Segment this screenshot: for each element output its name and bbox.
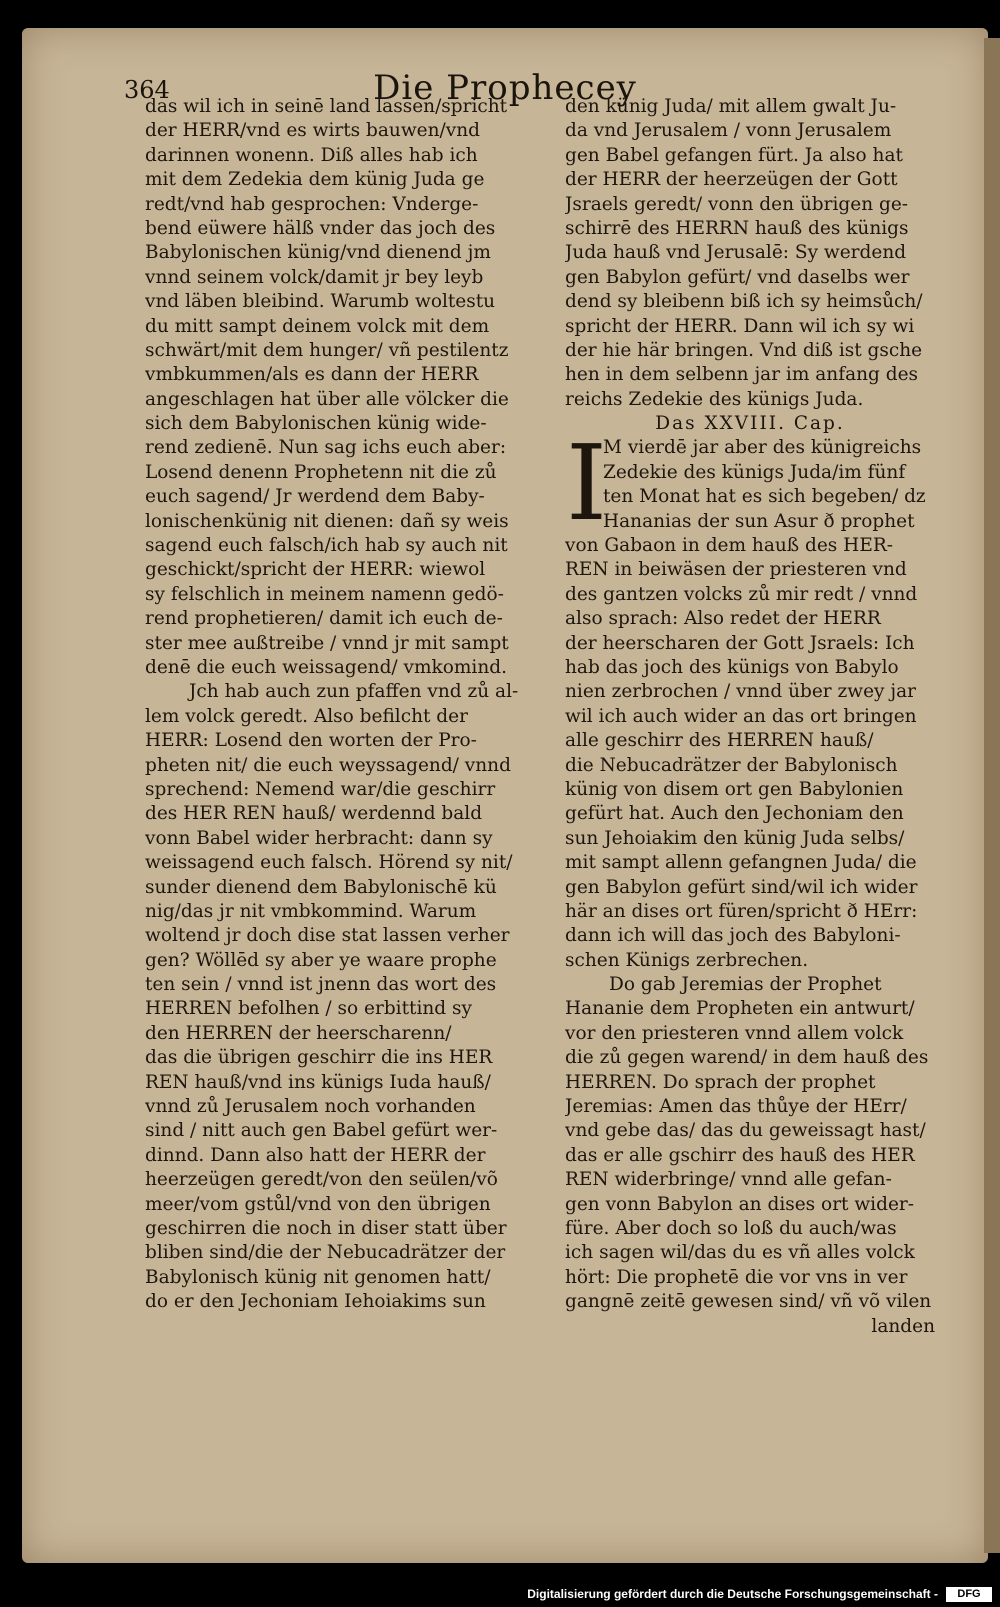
text-line: geschirren die noch in diser statt über (145, 1217, 507, 1239)
text-line: REN in beiwäsen der priesteren vnd (565, 559, 907, 581)
text-line: Juda hauß vnd Jerusalē: Sy werdend (565, 242, 907, 264)
drop-cap: I (566, 422, 608, 544)
text-line: gefürt hat. Auch den Jechoniam den (565, 803, 904, 825)
page-number: 364 (124, 76, 170, 104)
text-line: här an dises ort füren/spricht ð HErr: (565, 900, 918, 922)
text-line: gangnē zeitē gewesen sind/ vñ võ vilen (565, 1291, 932, 1313)
text-line: dend sy bleibenn biß ich sy heimsůch/ (565, 291, 923, 313)
text-line: vnd gebe das/ das du geweissagt hast/ (565, 1120, 926, 1142)
footer-bar (0, 1577, 1000, 1607)
text-line: hört: Die prophetē die vor vns in ver (565, 1266, 908, 1288)
text-line: schwärt/mit dem hunger/ vñ pestilentz (145, 339, 509, 361)
right-column (565, 95, 935, 1339)
text-line: das die übrigen geschirr die ins HER (145, 1047, 493, 1069)
text-line: du mitt sampt deinem volck mit dem (145, 315, 490, 337)
text-line: darinnen wonenn. Diß alles hab ich (145, 144, 478, 166)
text-line: der HERR der heerzeügen der Gott (565, 169, 898, 191)
text-line: redt/vnd hab gesprochen: Vnderge- (145, 193, 479, 215)
text-line: die Nebucadrätzer der Babylonisch (565, 754, 898, 776)
text-line: gen Babylon gefürt sind/wil ich wider (565, 876, 918, 898)
text-line: ich sagen wil/das du es vñ alles volck (565, 1242, 915, 1264)
text-line: dinnd. Dann also hatt der HERR der (145, 1144, 486, 1166)
text-line: der HERR/vnd es wirts bauwen/vnd (145, 120, 480, 142)
digitization-credit: Digitalisierung gefördert durch die Deutsche Forschungsgemeinschaft - (527, 1587, 938, 1601)
text-line: meer/vom gstůl/vnd von den übrigen (145, 1193, 491, 1215)
text-line: rend zedienē. Nun sag ichs euch aber: (145, 437, 507, 459)
text-line: spricht der HERR. Dann wil ich sy wi (565, 315, 915, 337)
text-line: sunder dienend dem Babylonischē kü (145, 876, 497, 898)
running-title: Die Prophecey (373, 68, 637, 108)
text-line: reichs Zedekie des künigs Juda. (565, 388, 864, 410)
text-line: bend eüwere hälß vnder das joch des (145, 217, 496, 239)
text-line: sun Jehoiakim den künig Juda selbs/ (565, 827, 905, 849)
text-line: Babylonisch künig nit genomen hatt/ (145, 1266, 491, 1288)
text-line: Jsraels geredt/ vonn den übrigen ge- (565, 193, 909, 215)
text-line: REN widerbringe/ vnnd alle gefan- (565, 1169, 892, 1191)
text-line: füre. Aber doch so loß du auch/was (565, 1217, 897, 1239)
text-line: geschickt/spricht der HERR: wiewol (145, 559, 486, 581)
text-line: ten Monat hat es sich begeben/ dz (603, 486, 926, 508)
text-line: da vnd Jerusalem / vonn Jerusalem (565, 120, 892, 142)
text-line: Hananie dem Propheten ein antwurt/ (565, 998, 915, 1020)
text-line: das wil ich in seinē land lassen/spricht (145, 96, 508, 117)
text-line: Hananias der sun Asur ð prophet (603, 510, 915, 532)
text-line: schen Künigs zerbrechen. (565, 949, 809, 971)
text-line: woltend jr doch dise stat lassen verher (145, 925, 510, 947)
text-line: HERREN befolhen / so erbittind sy (145, 998, 472, 1020)
text-line: den künig Juda/ mit allem gwalt Ju- (565, 96, 897, 117)
text-line: der hie här bringen. Vnd diß ist gsche (565, 339, 923, 361)
text-line: angeschlagen hat über alle völcker die (145, 388, 509, 410)
text-line: HERREN. Do sprach der prophet (565, 1071, 876, 1093)
text-line: Jch hab auch zun pfaffen vnd zů al- (189, 681, 519, 703)
text-line: bliben sind/die der Nebucadrätzer der (145, 1242, 506, 1264)
text-line: vnnd zů Jerusalem noch vorhanden (145, 1096, 476, 1118)
text-line: schirrē des HERRN hauß des künigs (565, 217, 909, 239)
text-line: das er alle gschirr des hauß des HER (565, 1144, 915, 1166)
text-line: rend prophetieren/ damit ich euch de- (145, 608, 503, 630)
text-line: ster mee außtreibe / vnnd jr mit sampt (145, 632, 509, 654)
text-line: weissagend euch falsch. Hörend sy nit/ (145, 852, 513, 874)
text-line: vmbkummen/als es dann der HERR (145, 364, 479, 386)
text-line: gen Babylon gefürt/ vnd daselbs wer (565, 266, 910, 288)
text-line: pheten nit/ die euch weyssagend/ vnnd (145, 754, 511, 776)
text-line: HERR: Losend den worten der Pro- (145, 730, 477, 752)
text-line: denē die euch weissagend/ vmkomind. (145, 656, 507, 678)
text-line: sind / nitt auch gen Babel gefürt wer- (145, 1120, 498, 1142)
text-line: M vierdē jar aber des künigreichs (603, 437, 922, 459)
text-line: nig/das jr nit vmbkommind. Warum (145, 900, 477, 922)
chapter-heading: Das XXVIII. Cap. (655, 413, 845, 435)
text-line: vnnd seinem volck/damit jr bey leyb (145, 266, 484, 288)
text-line: Zedekie des künigs Juda/im fünf (603, 461, 906, 483)
text-line: do er den Jechoniam Iehoiakims sun (145, 1291, 486, 1313)
text-line: euch sagend/ Jr werdend dem Baby- (145, 486, 485, 508)
page-edge (984, 38, 1000, 1553)
text-line: Losend denenn Prophetenn nit die zů (145, 461, 497, 483)
text-line: des gantzen volcks zů mir redt / vnnd (565, 583, 918, 605)
text-line: sagend euch falsch/ich hab sy auch nit (145, 535, 508, 557)
text-line: die zů gegen warend/ in dem hauß des (565, 1047, 929, 1069)
text-line: Babylonischen künig/vnd dienend jm (145, 242, 491, 264)
text-line: hen in dem selbenn jar im anfang des (565, 364, 919, 386)
text-line: lonischenkünig nit dienen: dañ sy weis (145, 510, 509, 532)
text-line: vonn Babel wider herbracht: dann sy (145, 827, 493, 849)
text-line: REN hauß/vnd ins künigs Iuda hauß/ (145, 1071, 491, 1093)
text-line: also sprach: Also redet der HERR (565, 608, 881, 630)
text-line: der heerscharen der Gott Jsraels: Ich (565, 632, 915, 654)
catchword: landen (871, 1315, 935, 1337)
text-line: des HER REN hauß/ werdennd bald (145, 803, 483, 825)
left-column (145, 95, 540, 1315)
text-line: dann ich will das joch des Babyloni- (565, 925, 901, 947)
dfg-logo: DFG (946, 1587, 992, 1602)
text-line: vnd läben bleibind. Warumb woltestu (145, 291, 496, 313)
text-line: sich dem Babylonischen künig wide- (145, 413, 487, 435)
text-line: sprechend: Nemend war/die geschirr (145, 778, 496, 800)
text-line: künig von disem ort gen Babylonien (565, 778, 904, 800)
text-line: wil ich auch wider an das ort bringen (565, 705, 917, 727)
text-line: den HERREN der heerscharenn/ (145, 1022, 452, 1044)
text-line: mit sampt allenn gefangnen Juda/ die (565, 852, 917, 874)
text-line: hab das joch des künigs von Babylo (565, 656, 899, 678)
text-line: lem volck geredt. Also befilcht der (145, 705, 468, 727)
text-line: Do gab Jeremias der Prophet (609, 974, 882, 996)
text-line: mit dem Zedekia dem künig Juda ge (145, 169, 485, 191)
text-line: gen Babel gefangen fürt. Ja also hat (565, 144, 903, 166)
text-line: heerzeügen geredt/von den seülen/võ (145, 1169, 498, 1191)
text-line: gen? Wöllēd sy aber ye waare prophe (145, 949, 497, 971)
text-line: Jeremias: Amen das thůye der HErr/ (565, 1096, 907, 1118)
text-line: gen vonn Babylon an dises ort wider- (565, 1193, 914, 1215)
text-line: ten sein / vnnd ist jnenn das wort des (145, 974, 497, 996)
text-line: vor den priesteren vnnd allem volck (565, 1022, 904, 1044)
text-line: alle geschirr des HERREN hauß/ (565, 730, 874, 752)
text-line: nien zerbrochen / vnnd über zwey jar (565, 681, 916, 703)
text-line: sy felschlich in meinem namenn gedö- (145, 583, 504, 605)
text-line: von Gabaon in dem hauß des HER- (565, 535, 894, 557)
